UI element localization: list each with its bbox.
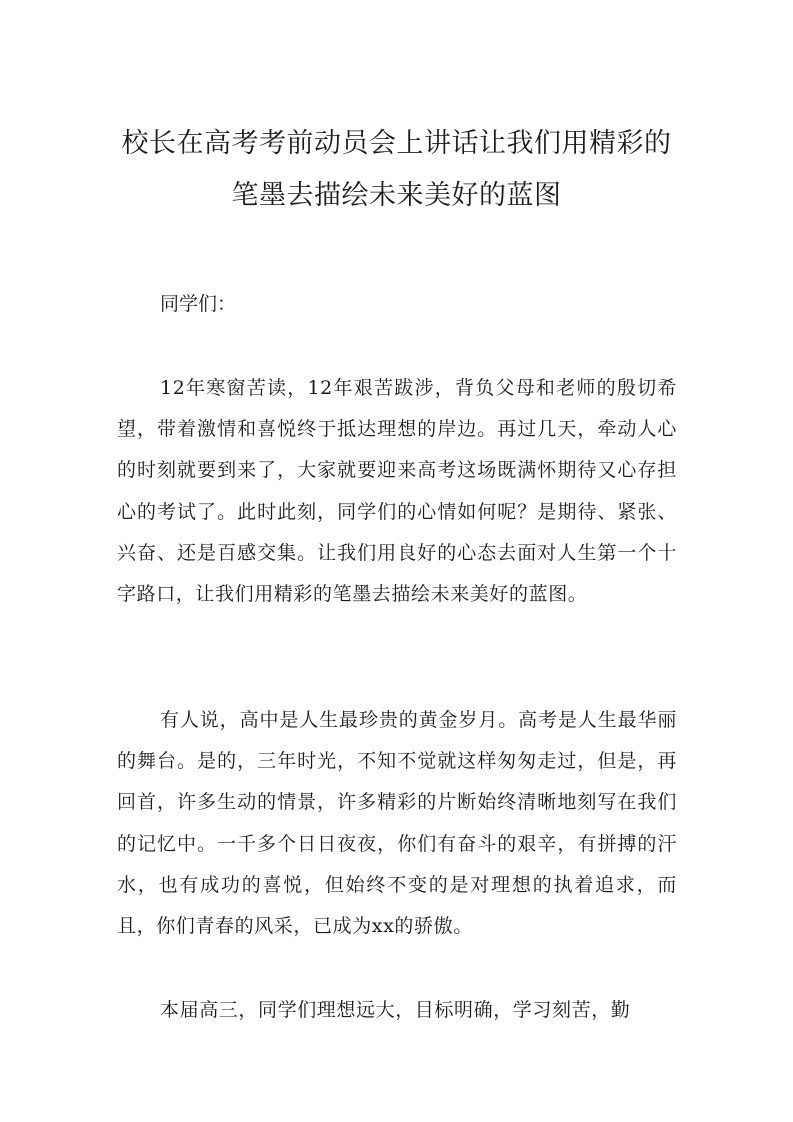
paragraph-2: 有人说，高中是人生最珍贵的黄金岁月。高考是人生最华丽的舞台。是的，三年时光，不知不觉就这样匆匆走过，但是，再回首，许多生动的情景，许多精彩的片断始终清晰地刻写在我们的记忆中。一千多个日日夜夜，你们有奋斗的艰辛，有拼搏的汗水，也有成功的喜悦，但始终不变的是对理想的执着追求，而且，你们青春的风采，已成为xx的骄傲。 — [117, 709, 677, 938]
salutation: 同学们： — [160, 293, 237, 315]
paragraph-3: 本届高三，同学们理想远大，目标明确，学习刻苦，勤 — [160, 999, 631, 1021]
document-title: 校长在高考考前动员会上讲话让我们用精彩的笔墨去描绘未来美好的蓝图 — [121, 128, 672, 211]
paragraph-1: 12年寒窗苦读，12年艰苦跋涉，背负父母和老师的殷切希望，带着激情和喜悦终于抵达理想的岸边。再过几天，牵动人心的时刻就要到来了，大家就要迎来高考这场既满怀期待又心存担心的考试了。此时此刻，同学们的心情如何呢？是期待、紧张、兴奋、还是百感交集。让我们用良好的心态去面对人生第一个十字路口，让我们用精彩的笔墨去描绘未来美好的蓝图。 — [117, 377, 677, 606]
